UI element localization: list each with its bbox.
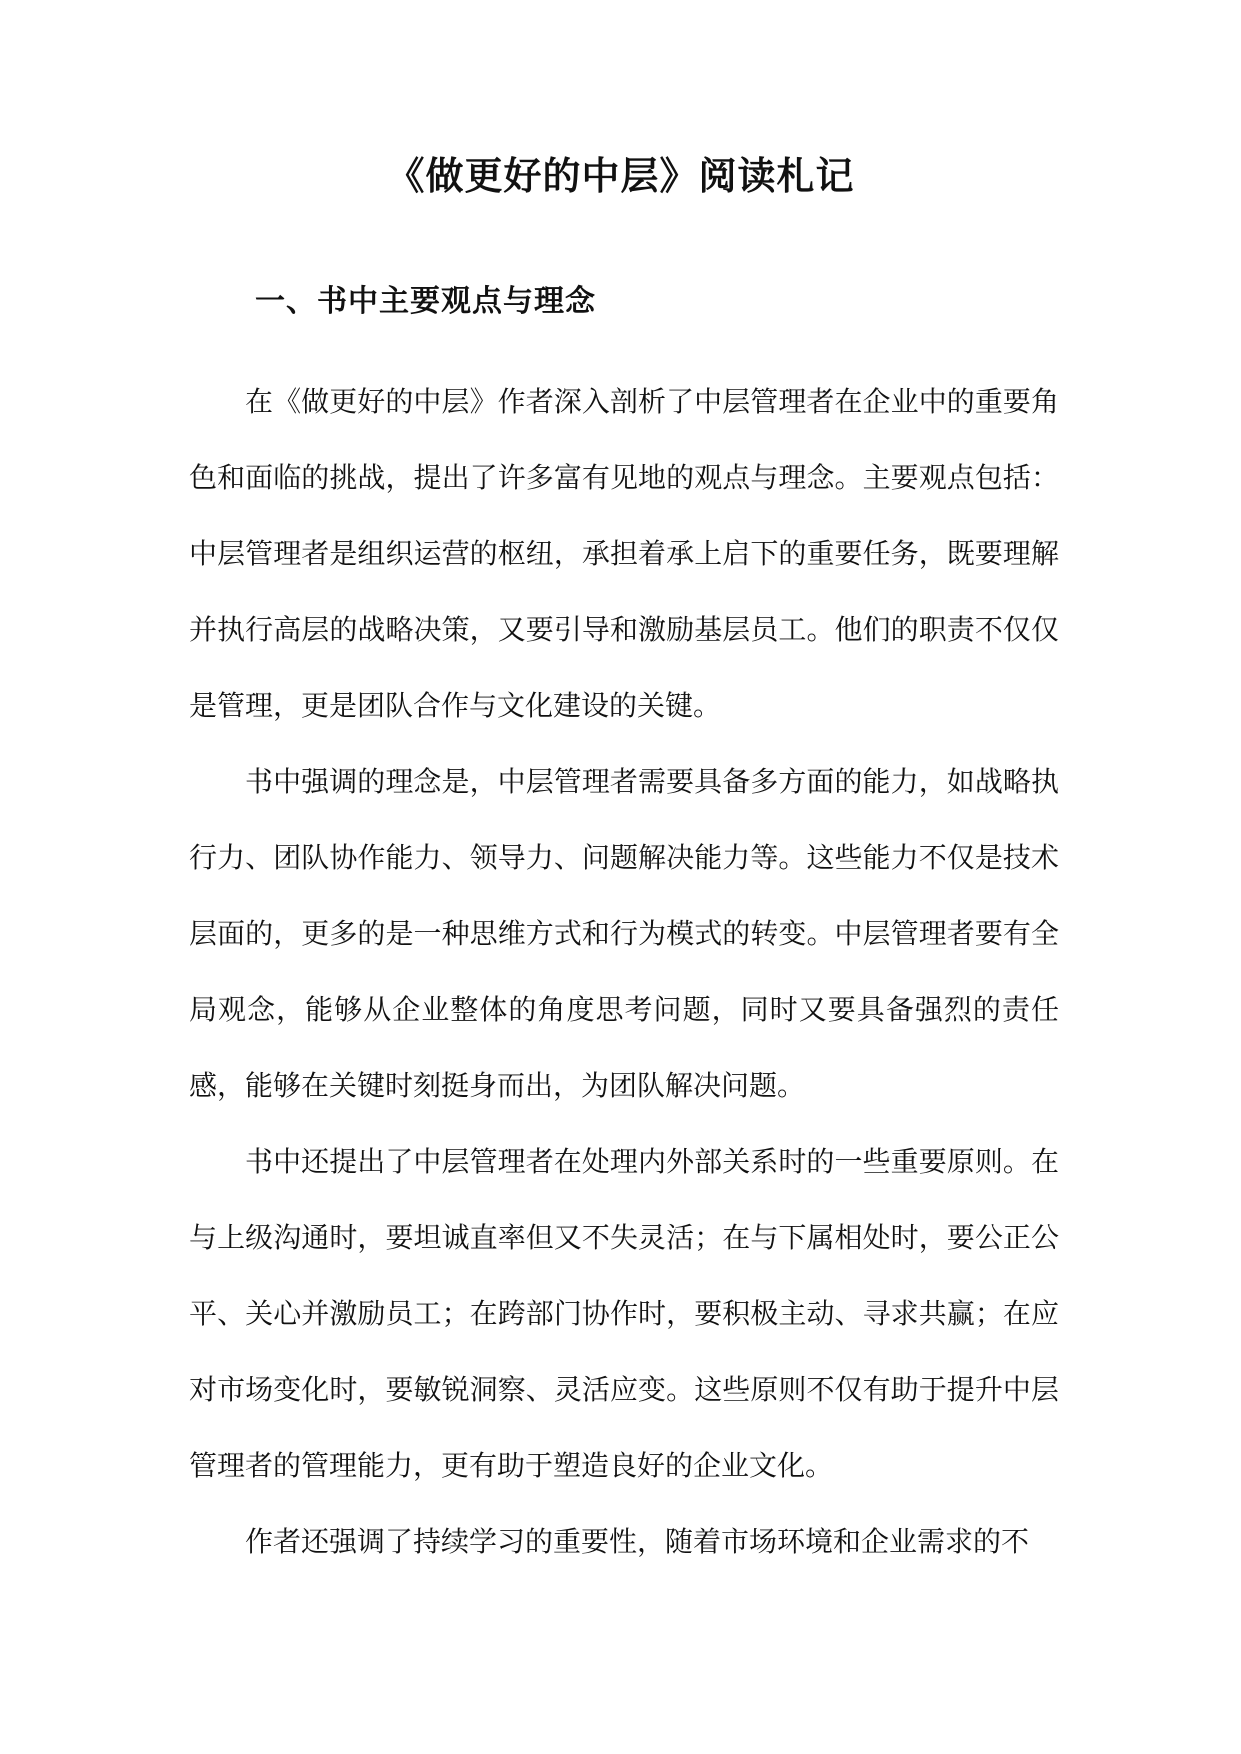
body-text xyxy=(189,364,1059,1580)
paragraph: 书中还提出了中层管理者在处理内外部关系时的一些重要原则。在与上级沟通时，要坦诚直率但又不失灵活；在与下属相处时，要公正公平、关心并激励员工；在跨部门协作时，要积极主动、寻求共赢；在应对市场变化时，要敏锐洞察、灵活应变。这些原则不仅有助于提升中层管理者的管理能力，更有助于塑造良好的企业文化。 xyxy=(189,1145,1059,1482)
paragraph: 作者还强调了持续学习的重要性，随着市场环境和企业需求的不 xyxy=(245,1525,1030,1558)
paragraph: 在《做更好的中层》作者深入剖析了中层管理者在企业中的重要角色和面临的挑战，提出了许多富有见地的观点与理念。主要观点包括：中层管理者是组织运营的枢纽，承担着承上启下的重要任务，既要理解并执行高层的战略决策，又要引导和激励基层员工。他们的职责不仅仅是管理，更是团队合作与文化建设的关键。 xyxy=(189,385,1059,722)
paragraph: 书中强调的理念是，中层管理者需要具备多方面的能力，如战略执行力、团队协作能力、领导力、问题解决能力等。这些能力不仅是技术层面的，更多的是一种思维方式和行为模式的转变。中层管理者要有全局观念，能够从企业整体的角度思考问题，同时又要具备强烈的责任感，能够在关键时刻挺身而出，为团队解决问题。 xyxy=(189,765,1059,1102)
document-title: 《做更好的中层》阅读札记 xyxy=(386,153,855,198)
section-heading: 一、书中主要观点与理念 xyxy=(255,284,596,319)
